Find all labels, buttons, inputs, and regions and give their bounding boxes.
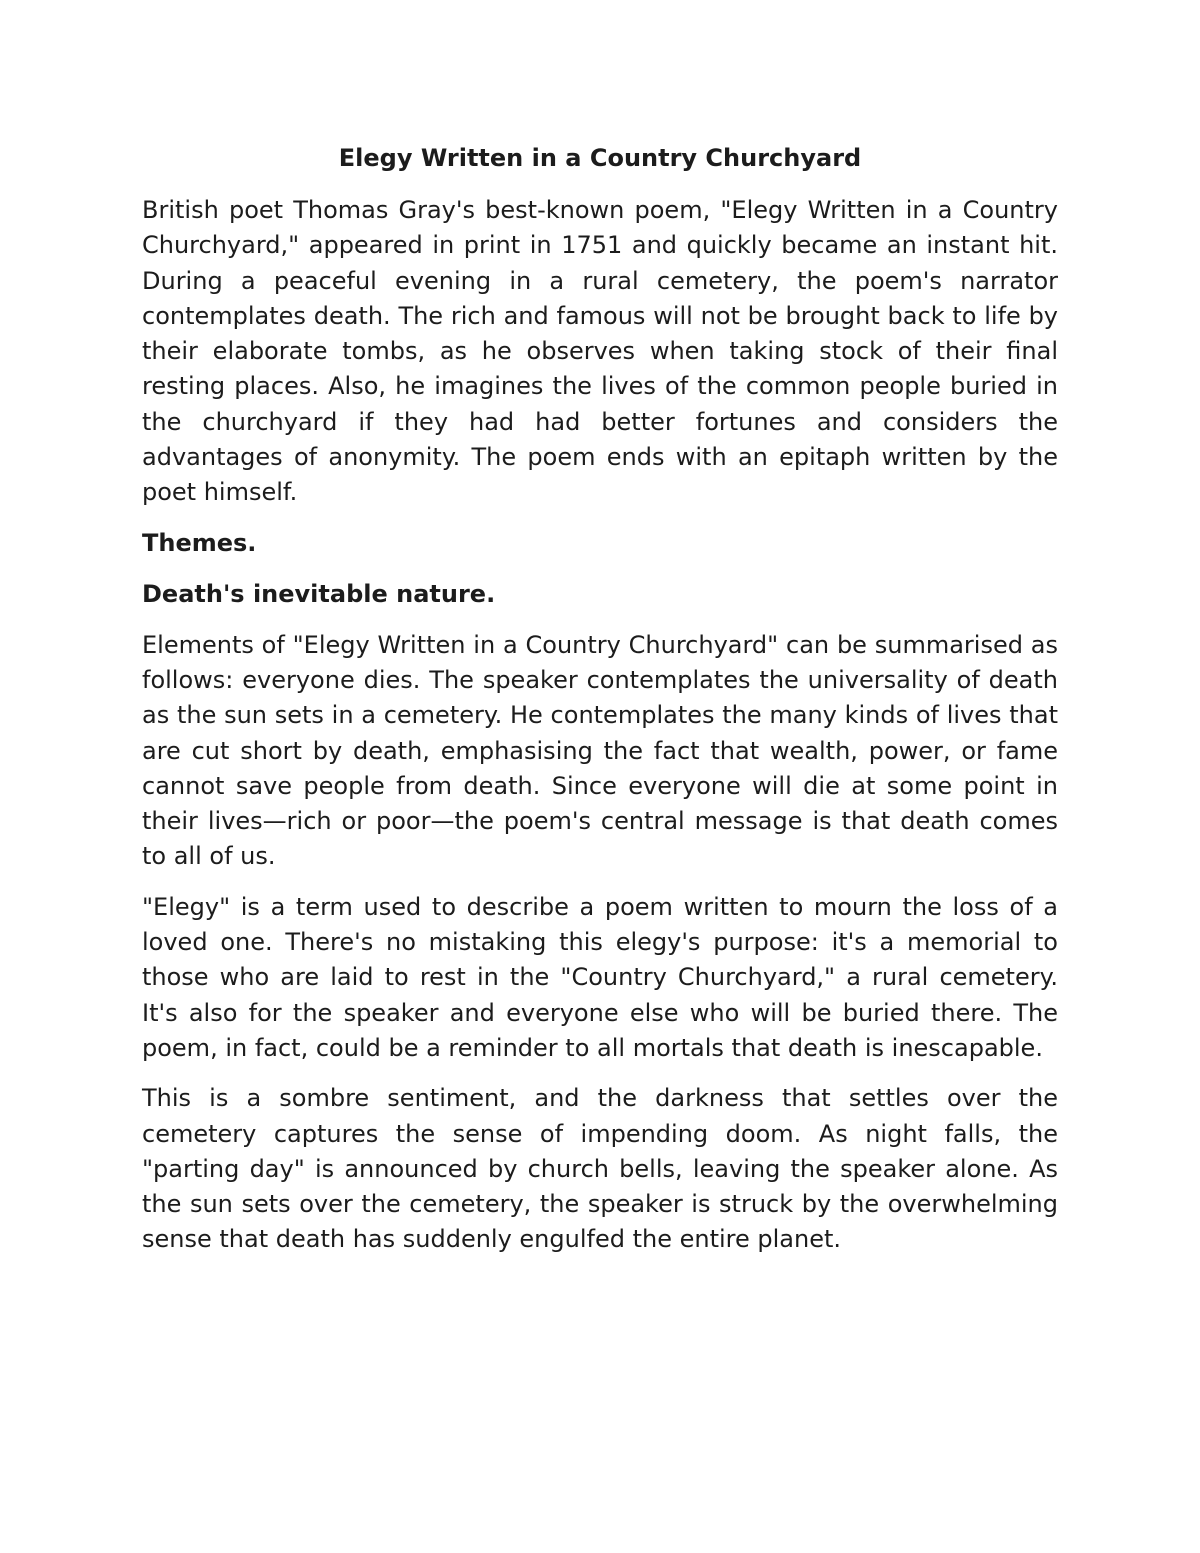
document-page	[142, 138, 1058, 1273]
intro-paragraph: British poet Thomas Gray's best-known poem, "Elegy Written in a Country Churchyard," appeared in print in 1751 and quickly became an instant hit. During a peaceful evening in a rural cemetery, the poem's narrator contemplates death. The rich and famous will not be brought back to life by their elaborate tombs, as he observes when taking stock of their final resting places. Also, he imagines the lives of the common people buried in the churchyard if they had had better fortunes and considers the advantages of anonymity. The poem ends with an epitaph written by the poet himself.	[142, 196, 1058, 507]
body-paragraph: "Elegy" is a term used to describe a poem written to mourn the loss of a loved one. There's no mistaking this elegy's purpose: it's a memorial to those who are laid to rest in the "Country Churchyard," a rural cemetery. It's also for the speaker and everyone else who will be buried there. The poem, in fact, could be a reminder to all mortals that death is inescapable.	[142, 892, 1058, 1062]
document-title: Elegy Written in a Country Churchyard	[338, 144, 862, 172]
section-heading: Death's inevitable nature.	[142, 579, 496, 608]
body-paragraph: Elements of "Elegy Written in a Country Churchyard" can be summarised as follows: everyone dies. The speaker contemplates the universality of death as the sun sets in a cemetery. He contemplates the many kinds of lives that are cut short by death, emphasising the fact that wealth, power, or fame cannot save people from death. Since everyone will die at some point in their lives—rich or poor—the poem's central message is that death comes to all of us.	[142, 630, 1058, 871]
body-paragraph: This is a sombre sentiment, and the darkness that settles over the cemetery captures the sense of impending doom. As night falls, the "parting day" is announced by church bells, leaving the speaker alone. As the sun sets over the cemetery, the speaker is struck by the overwhelming sense that death has suddenly engulfed the entire planet.	[142, 1084, 1058, 1254]
themes-heading: Themes.	[142, 528, 257, 557]
